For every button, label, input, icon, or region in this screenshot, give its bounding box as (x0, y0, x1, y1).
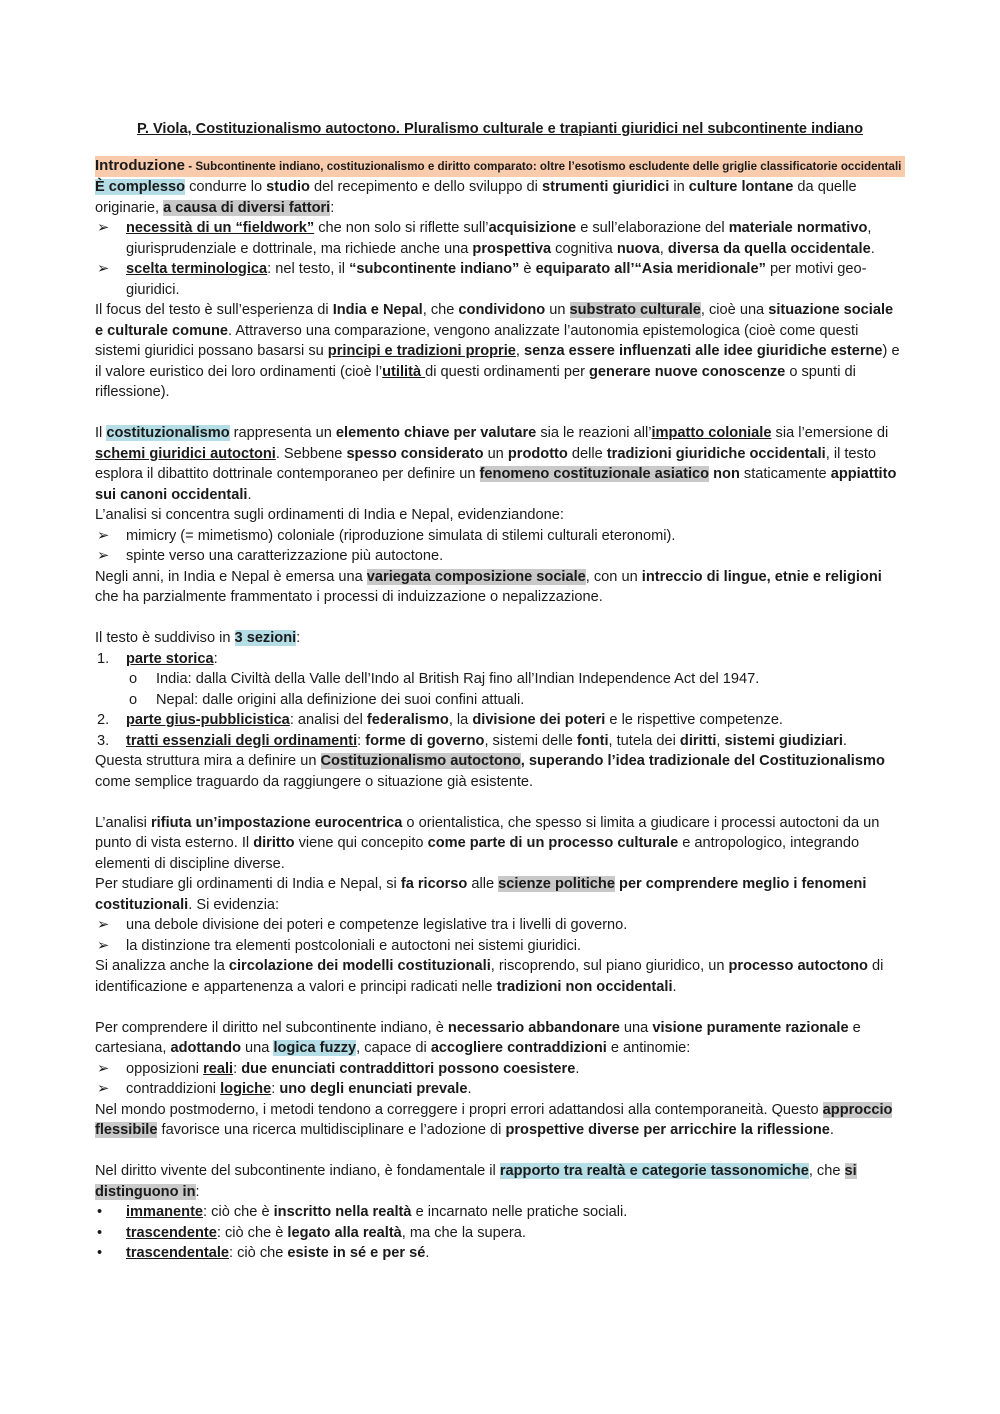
text-run: federalismo (366, 712, 449, 728)
text-run: due enunciati contraddittori possono coesistere (241, 1060, 576, 1077)
text-run: : ciò che è (216, 1224, 288, 1241)
text-run: Costituzionalismo autoctono (320, 753, 521, 769)
text-run: sia le reazioni all’ (536, 425, 652, 441)
text-run: , (659, 240, 668, 257)
text-run: rapporto tra realtà e categorie tassonomiche (499, 1163, 809, 1179)
text-run: , tutela dei (608, 732, 680, 749)
text-run: . (842, 732, 847, 749)
text-run: spinte verso una caratterizzazione più autoctone. (126, 548, 444, 564)
text-run: logiche (220, 1081, 272, 1097)
text-run: di questi ordinamenti per (425, 363, 589, 380)
text-run: adottando (170, 1040, 241, 1056)
list-item (95, 936, 905, 957)
arrow-bullet-icon: ➢ (97, 1081, 110, 1097)
text-run: necessario abbandonare (447, 1019, 620, 1036)
text-run: fenomeno costituzionale asiatico (479, 466, 710, 482)
text-run: : (233, 1060, 242, 1077)
text-run: opposizioni (126, 1060, 204, 1077)
spacer (95, 792, 905, 813)
text-run: contraddizioni (126, 1081, 221, 1097)
text-run: reali (203, 1060, 234, 1077)
text-run: Per studiare gli ordinamenti di India e Nepal, si (95, 876, 401, 892)
paragraph-sections (95, 628, 905, 649)
list-item (95, 1243, 905, 1264)
text-run: trascendentale (126, 1245, 230, 1261)
text-run: . (425, 1245, 430, 1261)
text-run: uno degli enunciati prevale (279, 1081, 468, 1097)
text-run: equiparato all’“Asia meridionale” (535, 261, 766, 277)
text-run: tradizioni giuridiche occidentali (606, 445, 826, 462)
text-run: , con un (585, 568, 642, 585)
text-run: fonti (576, 732, 609, 749)
bullet-icon: • (97, 1245, 103, 1261)
text-run: spesso considerato (346, 445, 484, 462)
text-run: Nepal: dalle origini alla definizione dei suoi confini attuali. (156, 691, 525, 708)
paragraph-eurocentrism (95, 813, 905, 875)
text-run: viene qui concepito (294, 835, 428, 851)
text-run: a causa di diversi fattori (163, 199, 331, 216)
text-run: . (575, 1060, 580, 1077)
text-run: nuova (616, 240, 660, 257)
text-run: India: dalla Civiltà della Valle dell’Indo al British Raj fino all’Indian Independence Act del 1947. (156, 671, 760, 687)
text-run: staticamente (739, 466, 831, 482)
text-run: come semplice traguardo da raggiungere o situazione già esistente. (95, 773, 534, 790)
text-run: Si analizza anche la (95, 958, 229, 974)
text-run: legato alla realtà (287, 1224, 402, 1241)
text-run: una (619, 1019, 653, 1036)
text-run: studio (266, 179, 310, 195)
text-run: Il focus del testo è sull’esperienza di (95, 302, 333, 318)
numbered-item (95, 710, 905, 731)
text-run: una (240, 1040, 274, 1056)
text-run: parte gius-pubblicistica (126, 712, 290, 728)
text-run: , (716, 732, 725, 749)
text-run: . (829, 1122, 834, 1138)
text-run: . Si evidenzia: (188, 896, 280, 913)
text-run: una debole divisione dei poteri e competenze legislative tra i livelli di governo. (126, 917, 628, 933)
text-run: mimicry (= mimetismo) coloniale (riproduzione simulata di stilemi culturali eteronomi). (126, 527, 676, 544)
text-run: substrato culturale (569, 302, 701, 318)
text-run: Nel mondo postmoderno, i metodi tendono a correggere i propri errori adattandosi alla contemporaneità. Questo (95, 1101, 823, 1118)
text-run: che ha parzialmente frammentato i processi di induizzazione o nepalizzazione. (95, 589, 603, 605)
list-item (95, 1059, 905, 1080)
text-run: Il (95, 425, 107, 441)
paragraph-circulation (95, 956, 905, 997)
text-run: forme di governo (365, 732, 485, 749)
text-run: situazione sociale e culturale comune (95, 302, 894, 339)
text-run: : (357, 732, 366, 749)
intro-subtitle: Subcontinente indiano, costituzionalismo e diritto comparato: oltre l’esotismo escludente delle griglie classificatorie occidentali (195, 159, 902, 173)
list-item (95, 915, 905, 936)
text-run: diritto (253, 835, 295, 851)
text-run: inscritto nella realtà (273, 1204, 412, 1220)
list-item (95, 526, 905, 547)
text-run: materiale normativo (728, 220, 868, 236)
list-item (95, 259, 905, 300)
text-run: cognitiva (551, 240, 617, 257)
text-run: logica fuzzy (273, 1040, 357, 1056)
bullet-icon: • (97, 1224, 103, 1241)
intro-head: Introduzione (95, 156, 185, 174)
text-run: elemento chiave per valutare (335, 425, 537, 441)
text-run: sistemi giudiziari (724, 732, 843, 749)
text-run: . (672, 978, 677, 995)
text-run: per comprendere meglio i fenomeni costituzionali (95, 876, 867, 913)
text-run: , ma che la supera. (401, 1224, 526, 1241)
text-run: in (669, 179, 689, 195)
text-run: rappresenta un (229, 425, 336, 441)
text-run: approccio flessibile (95, 1101, 893, 1138)
text-run: tratti essenziali degli ordinamenti (126, 732, 358, 749)
text-run: la distinzione tra elementi postcoloniali e autoctoni nei sistemi giuridici. (126, 937, 582, 954)
text-run: schemi giuridici autoctoni (95, 445, 276, 462)
text-run: accogliere contraddizioni (430, 1040, 607, 1056)
text-run: , cioè una (700, 302, 769, 318)
text-run: visione puramente razionale (652, 1019, 849, 1036)
text-run: alle (467, 876, 499, 892)
text-run: e antropologico, integrando elementi di discipline diverse. (95, 835, 860, 872)
text-run: Per comprendere il diritto nel subcontinente indiano, è (95, 1019, 448, 1036)
sub-list-item (95, 690, 905, 711)
document-title: P. Viola, Costituzionalismo autoctono. Pluralismo culturale e trapianti giuridici nel subcontinente indiano (136, 121, 863, 137)
text-run: condividono (458, 302, 546, 318)
paragraph-complexity (95, 177, 905, 218)
text-run: , che (808, 1163, 845, 1179)
text-run: appiattito sui canoni occidentali (95, 466, 897, 503)
list-item (95, 546, 905, 567)
text-run: : ciò che è (203, 1204, 274, 1220)
text-run: trascendente (126, 1224, 217, 1241)
text-run: delle (567, 445, 607, 462)
text-run: di identificazione e appartenenza a valori e principi radicati nelle (95, 958, 884, 995)
list-item (95, 1223, 905, 1244)
paragraph-social-composition (95, 567, 905, 608)
text-run: . (247, 486, 252, 503)
paragraph-political-science (95, 874, 905, 915)
text-run: un (483, 445, 508, 462)
text-run: : (213, 650, 218, 667)
text-run: che non solo si riflette sull’ (314, 220, 489, 236)
text-run: non (713, 466, 740, 482)
text-run: come parte di un processo culturale (427, 835, 679, 851)
text-run: necessità di un “fieldwork” (126, 220, 315, 236)
text-run: : nel testo, il (267, 261, 350, 277)
text-run: intreccio di lingue, etnie e religioni (641, 568, 882, 585)
text-run: prospettiva (472, 240, 552, 257)
text-run: , capace di (356, 1040, 431, 1056)
paragraph-focus (95, 300, 905, 403)
numbered-item (95, 649, 905, 670)
text-run: circolazione dei modelli costituzionali (228, 958, 491, 974)
text-run: senza essere influenzati alle idee giuridiche esterne (524, 343, 883, 359)
text-run: per motivi geo-giuridici. (126, 261, 867, 298)
text-run: Il testo è suddiviso in (95, 630, 235, 646)
arrow-bullet-icon: ➢ (97, 261, 110, 277)
text-run: , che (422, 302, 459, 318)
list-number: 1. (97, 650, 110, 667)
text-run: strumenti giuridici (541, 179, 670, 195)
numbered-item (95, 731, 905, 752)
text-run: : ciò che (229, 1245, 288, 1261)
text-run: parte storica (126, 650, 214, 667)
text-run: sia l’emersione di (771, 425, 889, 441)
text-run: , la (448, 712, 473, 728)
text-run: , il testo esplora il dibattito dottrinale contemporaneo per definire un (95, 445, 877, 482)
text-run: costituzionalismo (106, 425, 230, 441)
intro-heading (95, 156, 905, 178)
sub-list-item (95, 669, 905, 690)
spacer (95, 1141, 905, 1162)
text-run: diritti (679, 732, 717, 749)
text-run: scelta terminologica (126, 261, 268, 277)
text-run: ) e il valore euristico dei loro ordinamenti (cioè l’ (95, 343, 900, 380)
text-run: L’analisi (95, 814, 151, 831)
text-run: impatto coloniale (651, 425, 772, 441)
paragraph-living-law (95, 1161, 905, 1202)
text-run: tradizioni non occidentali (496, 978, 673, 995)
text-run: esiste in sé e per sé (287, 1245, 426, 1261)
text-run: “subcontinente indiano” (349, 261, 520, 277)
text-run: , sistemi delle (484, 732, 577, 749)
text-run: . Attraverso una comparazione, vengono analizzate l’autonomia epistemologica (cioè come questi sistemi giuridici possano basarsi su (95, 322, 859, 359)
text-run: e antinomie: (606, 1040, 691, 1056)
text-run: favorisce una ricerca multidisciplinare e l’adozione di (157, 1122, 506, 1138)
text-run: o orientalistica, che spesso si limita a giudicare i processi autoctoni da un punto di vista esterno. Il (95, 814, 880, 851)
text-run: utilità (382, 363, 426, 380)
text-run: processo autoctono (728, 958, 868, 974)
text-run: si distinguono in (95, 1163, 857, 1200)
text-run: . (467, 1081, 472, 1097)
intro-sep: - (185, 159, 196, 173)
bullet-icon: • (97, 1204, 103, 1220)
list-item (95, 1079, 905, 1100)
list-item (95, 1202, 905, 1223)
paragraph-analysis: L’analisi si concentra sugli ordinamenti di India e Nepal, evidenziandone: (95, 507, 564, 523)
text-run: . (870, 240, 875, 257)
text-run: , (515, 343, 525, 359)
text-run: condurre lo (185, 179, 267, 195)
text-run: : (271, 1081, 280, 1097)
arrow-bullet-icon: ➢ (97, 527, 110, 544)
arrow-bullet-icon: ➢ (97, 1060, 110, 1077)
text-run: divisione dei poteri (472, 712, 606, 728)
list-number: 3. (97, 732, 110, 749)
list-number: 2. (97, 712, 110, 728)
text-run: del recepimento e dello sviluppo di (309, 179, 542, 195)
circle-bullet-icon: o (129, 671, 138, 687)
list-item (95, 218, 905, 259)
text-run: 3 sezioni (234, 630, 297, 646)
arrow-bullet-icon: ➢ (97, 917, 110, 933)
text-run: Negli anni, in India e Nepal è emersa una (95, 568, 367, 585)
text-run: generare nuove conoscenze (589, 363, 786, 380)
text-run: e sull’elaborazione del (576, 220, 729, 236)
text-run: prodotto (507, 445, 568, 462)
text-run: diversa da quella occidentale (667, 240, 871, 257)
text-run: un (545, 302, 570, 318)
paragraph-fuzzy-logic (95, 1018, 905, 1059)
text-run: Questa struttura mira a definire un (95, 753, 321, 769)
text-run: . Sebbene (275, 445, 347, 462)
text-run: , riscoprendo, sul piano giuridico, un (490, 958, 729, 974)
text-run: India e Nepal (332, 302, 423, 318)
text-run: : (195, 1183, 200, 1200)
text-run: immanente (126, 1204, 204, 1220)
paragraph-postmodern (95, 1100, 905, 1141)
text-run: fa ricorso (400, 876, 468, 892)
text-run: : (330, 199, 335, 216)
text-run: rifiuta un’impostazione eurocentrica (150, 814, 403, 831)
spacer (95, 608, 905, 629)
paragraph-structure (95, 751, 905, 792)
circle-bullet-icon: o (129, 691, 138, 708)
paragraph-constitutionalism (95, 423, 905, 505)
text-run: e le rispettive competenze. (605, 712, 783, 728)
spacer (95, 403, 905, 424)
text-run: è (519, 261, 536, 277)
text-run: È complesso (95, 179, 186, 195)
text-run: , giurisprudenziale e dottrinale, ma richiede anche una (126, 220, 872, 257)
text-run: Nel diritto vivente del subcontinente indiano, è fondamentale il (95, 1163, 500, 1179)
text-run: acquisizione (488, 220, 577, 236)
arrow-bullet-icon: ➢ (97, 220, 110, 236)
text-run: scienze politiche (498, 876, 615, 892)
text-run: prospettive diverse per arricchire la riflessione (505, 1122, 830, 1138)
text-run: e incarnato nelle pratiche sociali. (411, 1204, 628, 1220)
text-run: principi e tradizioni proprie (327, 343, 516, 359)
text-run: , superando l’idea tradizionale del Costituzionalismo (520, 753, 885, 769)
text-run: o spunti di riflessione). (95, 363, 856, 400)
spacer (95, 997, 905, 1018)
text-run: : (296, 630, 301, 646)
text-run: culture lontane (688, 179, 794, 195)
text-run: : analisi del (289, 712, 367, 728)
text-run: da quelle originarie, (95, 179, 857, 216)
text-run: variegata composizione sociale (366, 568, 586, 585)
text-run: e cartesiana, (95, 1019, 861, 1056)
arrow-bullet-icon: ➢ (97, 937, 110, 954)
arrow-bullet-icon: ➢ (97, 548, 110, 564)
